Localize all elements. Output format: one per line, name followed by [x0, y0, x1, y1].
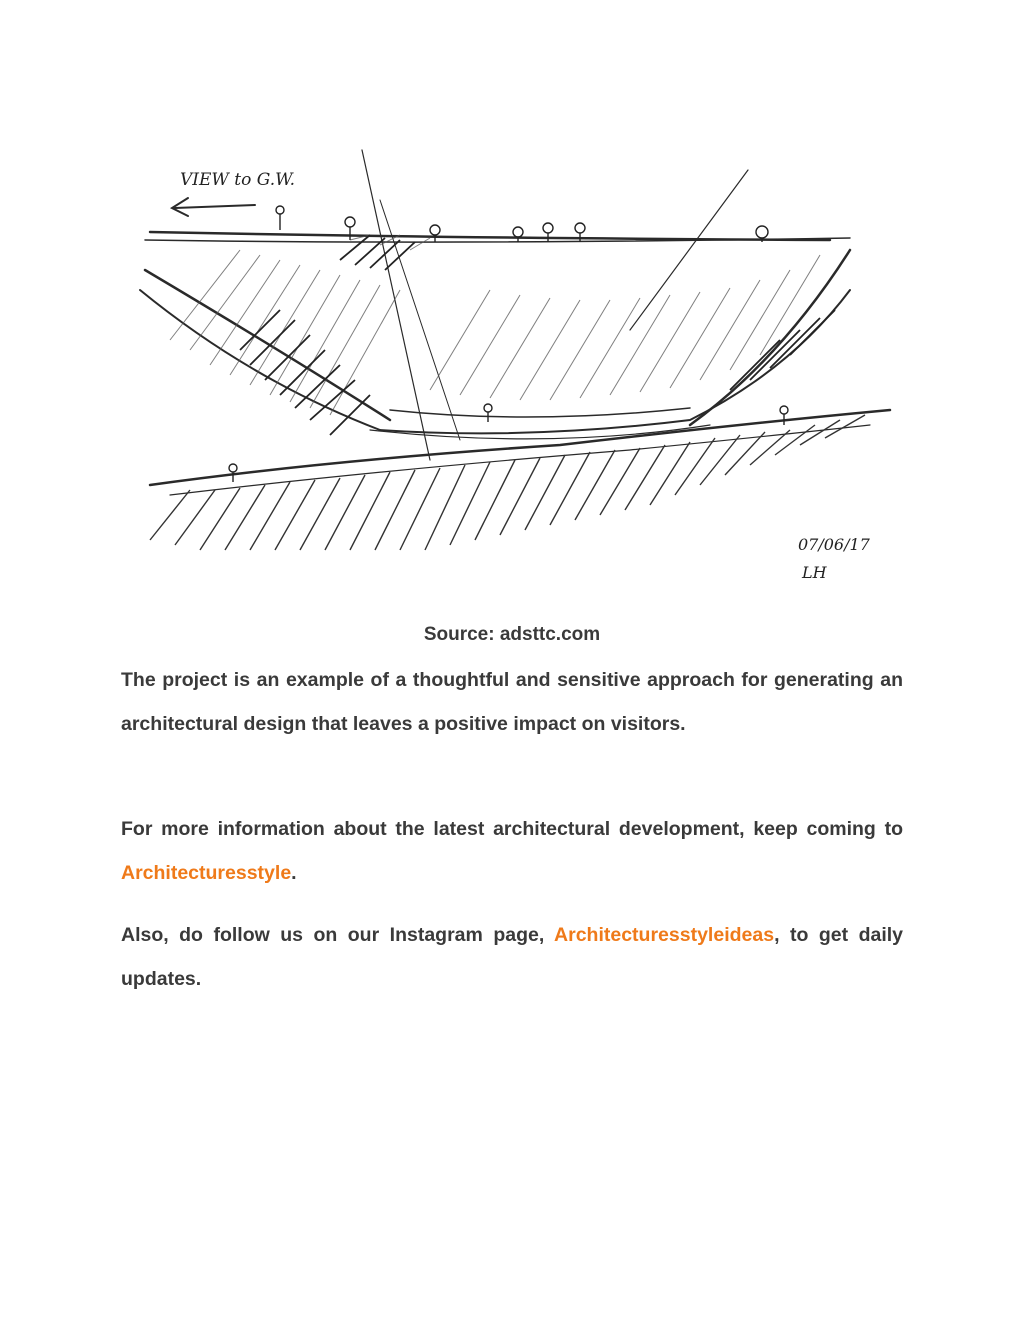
- paragraph-more-info-text: For more information about the latest architectural development, keep coming to: [121, 818, 903, 840]
- sketch-annotation-date: 07/06/17: [798, 535, 870, 554]
- paragraph-instagram-end: , to get daily updates.: [121, 924, 903, 990]
- sketch-annotation-view: VIEW to G.W.: [180, 170, 296, 190]
- paragraph-instagram-text: Also, do follow us on our Instagram page,: [121, 924, 555, 946]
- paragraph-more-info-end: .: [291, 862, 297, 884]
- architecturesstyle-link[interactable]: Architecturesstyle: [121, 862, 292, 884]
- sketch-annotation-initials: LH: [802, 563, 827, 582]
- architecturesstyleideas-link[interactable]: Architecturesstyleideas: [554, 924, 775, 946]
- paragraph-project: The project is an example of a thoughtful and sensitive approach for generating an architectural design that leaves a positive impact on visitors.: [121, 669, 903, 735]
- paragraph-instagram: [121, 913, 903, 1001]
- image-caption: Source: adsttc.com: [423, 624, 601, 645]
- architectural-sketch: [130, 140, 900, 610]
- paragraph-more-info: [121, 807, 903, 895]
